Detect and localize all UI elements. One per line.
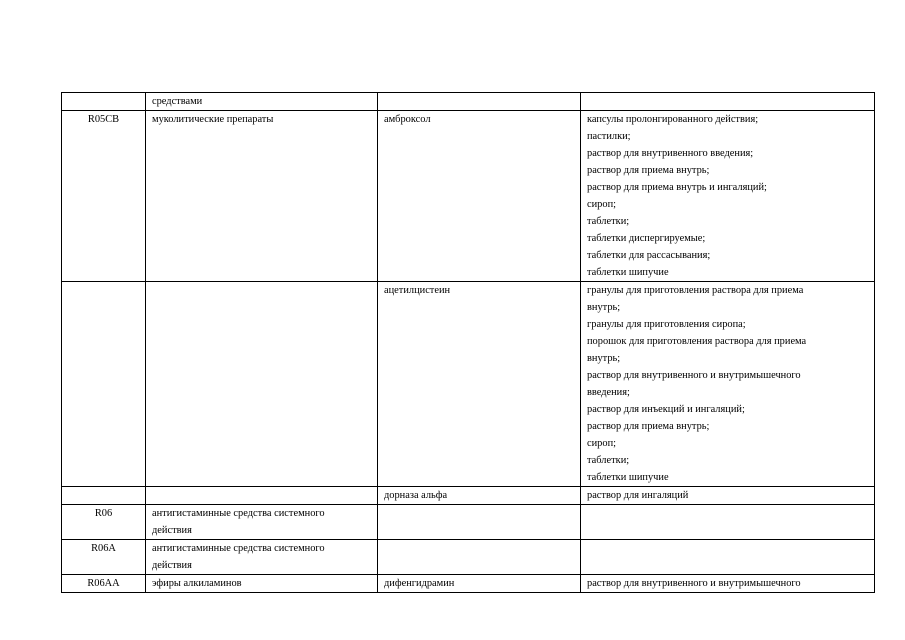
drug-name-cell — [378, 575, 581, 593]
atc-code-cell — [62, 487, 146, 505]
dosage-forms-cell — [581, 487, 875, 505]
dosage-form-line: раствор для внутривенного введения; — [587, 148, 754, 159]
dosage-form-line: таблетки диспергируемые; — [587, 233, 706, 244]
atc-code-cell — [62, 540, 146, 575]
group-name-line: действия — [152, 560, 192, 571]
dosage-form-line: сироп; — [587, 199, 617, 210]
drug-name-cell — [378, 487, 581, 505]
drug-name-cell — [378, 505, 581, 540]
dosage-form-line: таблетки; — [587, 216, 630, 227]
table-row — [62, 111, 875, 282]
atc-code-cell — [62, 93, 146, 111]
group-name-line: антигистаминные средства системного — [152, 508, 325, 519]
group-name-line: средствами — [152, 96, 203, 107]
dosage-form-line: раствор для инъекций и ингаляций; — [587, 404, 745, 415]
dosage-form-line: гранулы для приготовления раствора для приема — [587, 285, 804, 296]
table-row — [62, 282, 875, 487]
dosage-form-line: таблетки шипучие — [587, 267, 669, 278]
drug-table-body — [62, 93, 875, 593]
dosage-form-line: введения; — [587, 387, 630, 398]
dosage-form-line: раствор для приема внутрь; — [587, 165, 710, 176]
table-row — [62, 505, 875, 540]
drug-name-cell — [378, 540, 581, 575]
dosage-form-line: внутрь; — [587, 302, 621, 313]
atc-code-cell — [62, 111, 146, 282]
dosage-forms-cell — [581, 540, 875, 575]
group-name-cell — [146, 540, 378, 575]
group-name-line: муколитические препараты — [152, 114, 274, 125]
group-name-cell — [146, 111, 378, 282]
atc-code-cell — [62, 575, 146, 593]
group-name-line: действия — [152, 525, 192, 536]
drug-name: дифенгидрамин — [384, 578, 455, 589]
drug-name: ацетилцистеин — [384, 285, 451, 296]
table-row — [62, 575, 875, 593]
dosage-form-line: раствор для приема внутрь; — [587, 421, 710, 432]
group-name-cell — [146, 505, 378, 540]
dosage-form-line: внутрь; — [587, 353, 621, 364]
drug-table — [61, 92, 875, 593]
group-name-cell — [146, 575, 378, 593]
dosage-form-line: порошок для приготовления раствора для приема — [587, 336, 807, 347]
dosage-forms-cell — [581, 111, 875, 282]
group-name-line: эфиры алкиламинов — [152, 578, 242, 589]
atc-code: R06 — [94, 508, 113, 519]
dosage-form-line: гранулы для приготовления сиропа; — [587, 319, 746, 330]
dosage-form-line: раствор для внутривенного и внутримышечного — [587, 370, 801, 381]
atc-code: R06A — [91, 543, 116, 554]
group-name-cell — [146, 487, 378, 505]
dosage-form-line: раствор для внутривенного и внутримышечного — [587, 578, 801, 589]
dosage-form-line: капсулы пролонгированного действия; — [587, 114, 759, 125]
dosage-form-line: таблетки шипучие — [587, 472, 669, 483]
dosage-form-line: раствор для ингаляций — [587, 490, 689, 501]
drug-name: дорназа альфа — [384, 490, 448, 501]
dosage-form-line: таблетки для рассасывания; — [587, 250, 711, 261]
group-name-cell — [146, 282, 378, 487]
dosage-forms-cell — [581, 575, 875, 593]
table-row — [62, 93, 875, 111]
group-name-cell — [146, 93, 378, 111]
drug-name-cell — [378, 111, 581, 282]
atc-code: R05CB — [87, 114, 120, 125]
group-name-line: антигистаминные средства системного — [152, 543, 325, 554]
drug-name: амброксол — [384, 114, 431, 125]
table-row — [62, 487, 875, 505]
dosage-form-line: раствор для приема внутрь и ингаляций; — [587, 182, 767, 193]
dosage-forms-cell — [581, 93, 875, 111]
dosage-forms-cell — [581, 505, 875, 540]
atc-code: R06AA — [87, 578, 120, 589]
dosage-form-line: пастилки; — [587, 131, 631, 142]
atc-code-cell — [62, 505, 146, 540]
drug-name-cell — [378, 282, 581, 487]
atc-code-cell — [62, 282, 146, 487]
dosage-form-line: таблетки; — [587, 455, 630, 466]
dosage-forms-cell — [581, 282, 875, 487]
drug-name-cell — [378, 93, 581, 111]
table-row — [62, 540, 875, 575]
dosage-form-line: сироп; — [587, 438, 617, 449]
